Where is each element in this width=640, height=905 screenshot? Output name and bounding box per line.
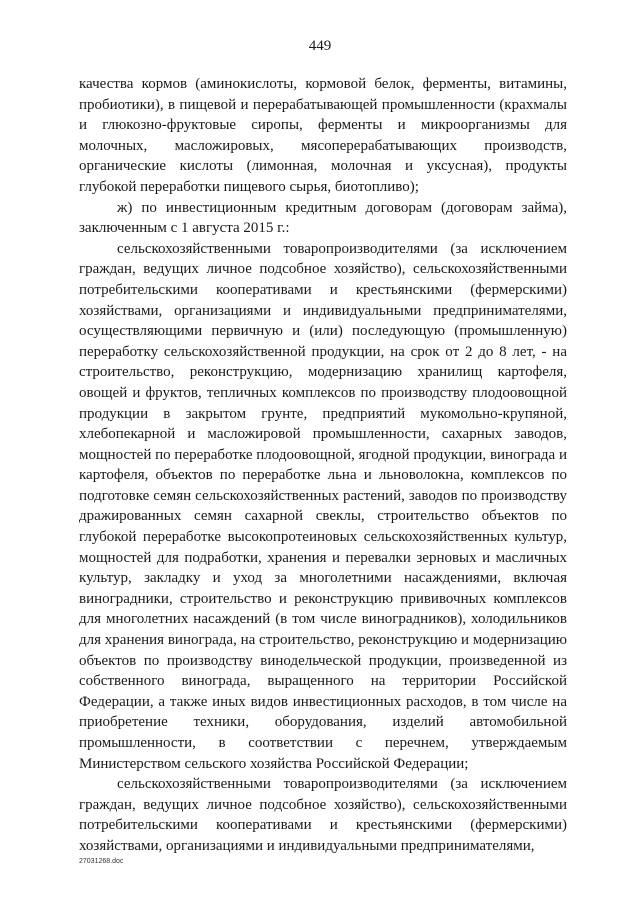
paragraph-continuation: качества кормов (аминокислоты, кормовой белок, ферменты, витамины, пробиотики), в пищевой и перерабатывающей промышленности (крахмалы и глюкозно-фруктовые сиропы, ферменты и микроорганизмы для молочных, масложировых, мясоперерабатывающих производств, органические кислоты (лимонная, молочная и уксусная), продукты глубокой переработки пищевого сырья, биотопливо); — [79, 76, 567, 195]
paragraph-producers-investment: сельскохозяйственными товаропроизводителями (за исключением граждан, ведущих личное подсобное хозяйство), сельскохозяйственными потребительскими кооперативами и крестьянскими (фермерскими) хозяйствами, организациями и индивидуальными предпринимателями, осуществляющими первичную и (или) последующую (промышленную) переработку сельскохозяйственной продукции, на срок от 2 до 8 лет, - на строительство, реконструкцию, модернизацию хранилищ картофеля, овощей и фруктов, тепличных комплексов по производству плодоовощной продукции в закрытом грунте, предприятий мукомольно-крупяной, хлебопекарной и масложировой промышленности, сахарных заводов, мощностей по переработке плодоовощной, ягодной продукции, винограда и картофеля, объектов по переработке льна и льноволокна, комплексов по подготовке семян сельскохозяйственных растений, заводов по производству дражированных семян сахарной свеклы, строительство объектов по глубокой переработке высокопротеиновых сельскохозяйственных культур, мощностей для подработки, хранения и перевалки зерновых и масличных культур, закладку и уход за многолетними насаждениями, включая виноградники, строительство и реконструкцию прививочных комплексов для многолетних насаждений (в том числе виноградников), холодильников для хранения винограда, на строительство, реконструкцию и модернизацию объектов по производству винодельческой продукции, произведенной из собственного винограда, выращенного на территории Российской Федерации, а также иных видов инвестиционных расходов, в том числе на приобретение техники, оборудования, изделий автомобильной промышленности, в соответствии с перечнем, утверждаемым Министерством сельского хозяйства Российской Федерации; — [79, 240, 567, 772]
paragraph-producers-continued: сельскохозяйственными товаропроизводителями (за исключением граждан, ведущих личное подсобное хозяйство), сельскохозяйственными потребительскими кооперативами и крестьянскими (фермерскими) хозяйствами, организациями и индивидуальными предпринимателями, — [79, 776, 567, 854]
document-body — [79, 74, 567, 857]
page-number: 449 — [308, 38, 332, 54]
paragraph-item-zh: ж) по инвестиционным кредитным договорам (договорам займа), заключенным с 1 августа 2015 г.: — [79, 199, 567, 237]
document-file-code: 27031268.doc — [79, 858, 124, 865]
